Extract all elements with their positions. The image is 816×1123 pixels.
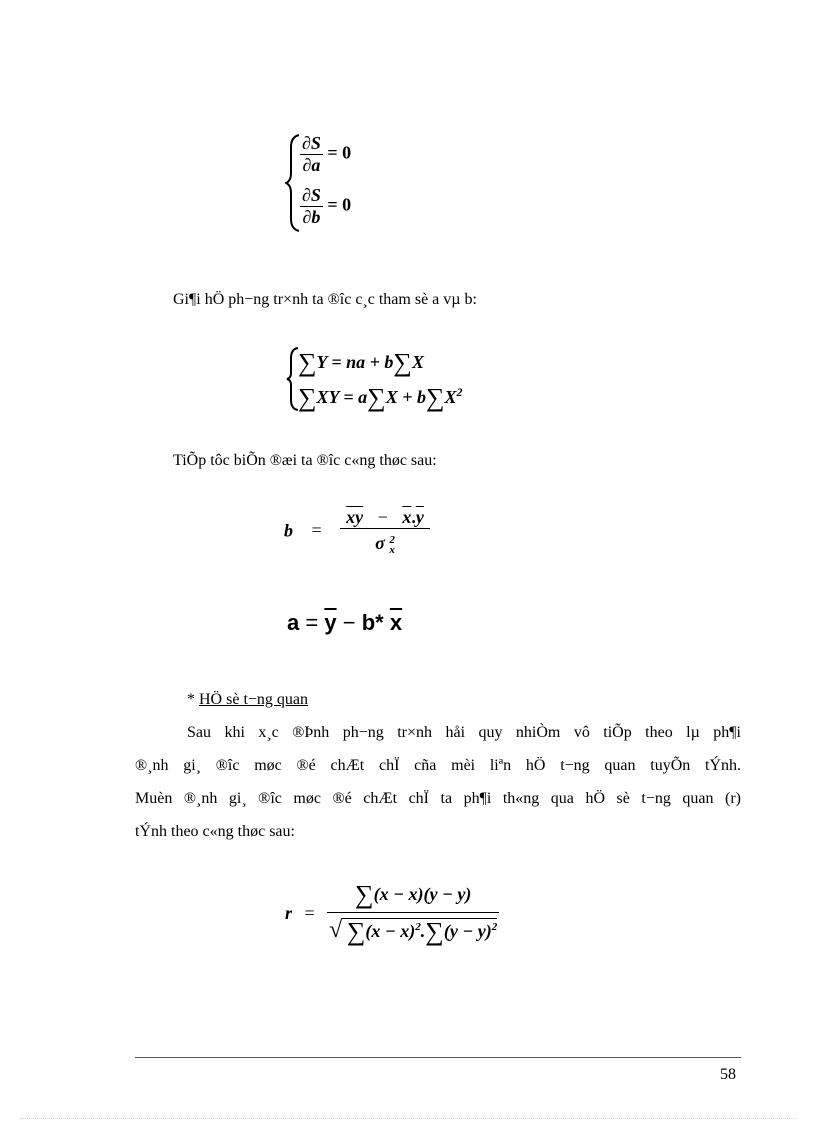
formula-b-fraction [340,507,430,555]
multiply-sign: * [375,610,384,635]
formula-a [287,610,402,636]
equation-rhs: = 0 [327,194,352,215]
sum-icon: ∑ [355,880,374,909]
equation-term: X [411,352,424,372]
paragraph-line: ®¸nh gi¸ ®îc møc ®é chÆt chÏ cña mèi liªn hÖ t−ng quan tuyÕn tÝnh. [135,757,741,774]
exponent: 2 [415,921,421,933]
exponent: 2 [491,921,498,933]
paragraph-correlation [135,716,741,848]
mean-x: $\overline{x}$ [389,610,403,635]
denominator-term-y: (y − y) [443,921,492,941]
formula-lhs: r [285,903,293,923]
equation-rhs: = a [343,387,368,407]
footer-rule [135,1057,741,1058]
exponent: 2 [456,385,463,399]
equation-dS-da [300,133,351,176]
paragraph-line: Muèn ®¸nh gi¸ ®îc møc ®é chÆt chÏ ta ph¶i th«ng qua hÖ sè t−ng quan (r) [135,790,741,807]
coefficient-b: b [361,610,376,635]
sum-icon: ∑ [346,917,366,946]
heading-text: HÖ sè t−ng quan [199,691,309,708]
fraction-numerator: ∂S [302,133,321,153]
sum-icon: ∑ [298,383,317,412]
equation-term: X + b [385,387,426,407]
fraction-numerator: ∂S [302,185,321,205]
paragraph-transform: TiÕp tôc biÕn ®æi ta ®îc c«ng thøc sau: [173,452,437,469]
numerator-expression: (x − x)(y − y) [373,884,472,904]
page-edge-dots [20,1118,796,1119]
page-number: 58 [720,1066,736,1083]
heading-bullet: * [187,691,199,708]
sum-icon: ∑ [425,383,445,412]
formula-r-fraction: $\frac{\sum(x - x)(y - y)}{√ \sum(x - x)^2.\sum(y - y)^2}$ [329,880,498,946]
paragraph-solve-system: Gi¶i hÖ ph−ng tr×nh ta ®îc c¸c tham sè a vµ b: [173,291,477,308]
equation-rhs: = 0 [327,142,352,163]
sum-icon: ∑ [393,348,412,377]
equation-term: X [444,387,457,407]
mean-y: $\overline{y}$ [415,507,424,527]
mean-y: $\overline{y}$ [324,610,337,635]
sigma-subscript: x [389,543,395,556]
equals-sign: = [311,520,322,541]
fraction-denominator: ∂b [302,207,321,227]
formula-r [285,880,499,947]
equation-lhs: Y [316,352,327,372]
denominator-term-x: (x − x) [365,921,416,941]
dot-operator: . [411,507,416,527]
equation-rhs: = na + b [331,352,394,372]
sigma-exponent: 2 [389,533,395,546]
formula-lhs: b [284,520,293,541]
formula-b [284,507,430,555]
normal-equation-1 [298,348,424,378]
normal-equation-2 [298,383,463,413]
sqrt-icon: √ [329,917,343,943]
equation-dS-db [300,185,351,228]
minus-sign: − [342,610,356,635]
sum-icon: ∑ [298,348,317,377]
paragraph-line: tÝnh theo c«ng thøc sau: [135,823,295,840]
section-heading [187,683,308,716]
mean-x: $\overline{x}$ [402,507,412,527]
mean-xy: $\overline{xy}$ [346,507,364,527]
minus-sign: − [377,507,388,527]
sum-icon: ∑ [367,383,386,412]
formula-lhs: a [287,610,300,635]
sum-icon: ∑ [425,917,444,946]
equals-sign: = [304,903,315,923]
paragraph-line: Sau khi x¸c ®Þnh ph−ng tr×nh håi quy nhiÒm vô tiÕp theo lµ ph¶i [187,724,741,741]
equals-sign: = [305,610,319,635]
sigma-symbol: σ [375,533,385,553]
fraction-denominator: ∂a [302,155,321,175]
equation-lhs: XY [316,387,339,407]
